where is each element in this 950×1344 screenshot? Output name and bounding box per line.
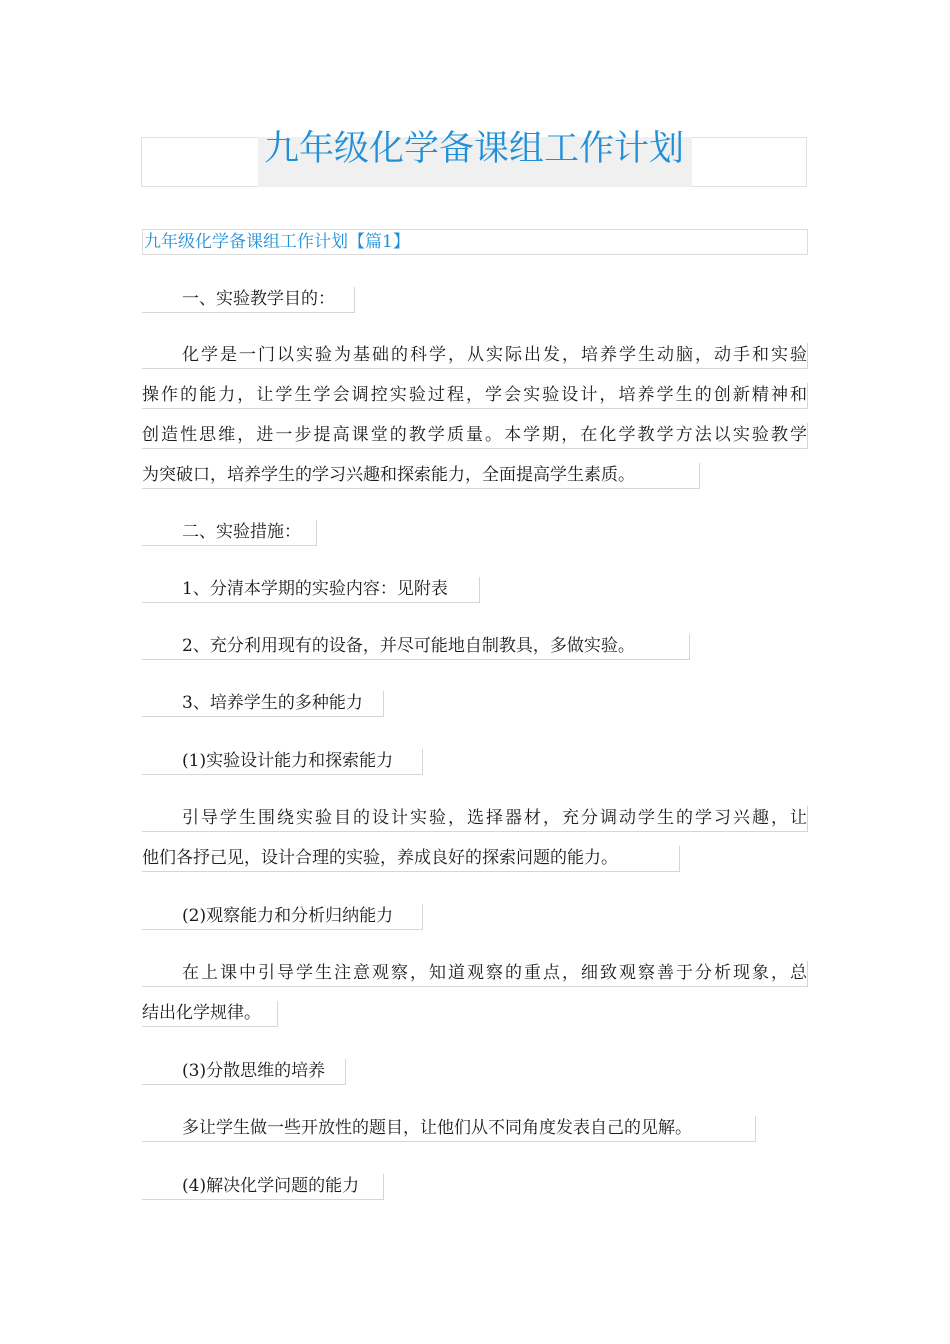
section-subtitle: 九年级化学备课组工作计划【篇1】 xyxy=(142,229,808,255)
paragraph-divergent-thinking: 多让学生做一些开放性的题目，让他们从不同角度发表自己的见解。 xyxy=(142,1116,756,1142)
document-title: 九年级化学备课组工作计划 xyxy=(263,129,684,169)
paragraph-observation-ability xyxy=(142,954,808,1034)
paragraph-line: 创造性思维，进一步提高课堂的教学质量。本学期，在化学教学方法以实验教学 xyxy=(142,423,808,449)
list-item-3: 3、培养学生的多种能力 xyxy=(142,691,384,717)
subheading-observation-ability: (2)观察能力和分析归纳能力 xyxy=(142,904,423,930)
list-item-2: 2、充分利用现有的设备，并尽可能地自制教具，多做实验。 xyxy=(142,634,690,660)
heading-experiment-measures: 二、实验措施： xyxy=(142,520,317,546)
paragraph-design-ability xyxy=(142,799,808,879)
subheading-design-ability: (1)实验设计能力和探索能力 xyxy=(142,749,423,775)
paragraph-line: 操作的能力，让学生学会调控实验过程，学会实验设计，培养学生的创新精神和 xyxy=(142,383,808,409)
subheading-divergent-thinking: (3)分散思维的培养 xyxy=(142,1059,346,1085)
subheading-problem-solving: (4)解决化学问题的能力 xyxy=(142,1174,384,1200)
paragraph-line: 为突破口，培养学生的学习兴趣和探索能力，全面提高学生素质。 xyxy=(142,463,700,489)
paragraph-line: 结出化学规律。 xyxy=(142,1001,278,1027)
heading-experiment-purpose: 一、实验教学目的： xyxy=(142,287,355,313)
paragraph-line: 在上课中引导学生注意观察，知道观察的重点，细致观察善于分析现象，总 xyxy=(142,961,808,987)
paragraph-experiment-purpose xyxy=(142,336,808,496)
paragraph-line: 他们各抒己见，设计合理的实验，养成良好的探索问题的能力。 xyxy=(142,846,680,872)
paragraph-line: 引导学生围绕实验目的设计实验，选择器材，充分调动学生的学习兴趣，让 xyxy=(142,806,808,832)
paragraph-line: 化学是一门以实验为基础的科学，从实际出发，培养学生动脑，动手和实验 xyxy=(142,343,808,369)
list-item-1: 1、分清本学期的实验内容：见附表 xyxy=(142,577,480,603)
